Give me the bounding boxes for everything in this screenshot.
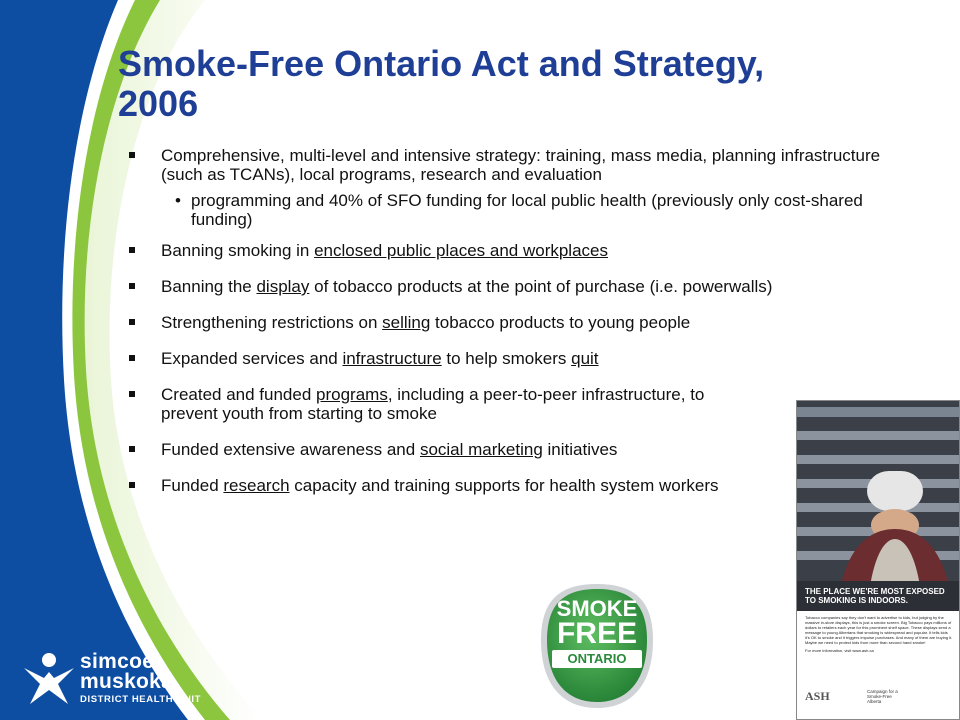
logo-subtitle: DISTRICT HEALTH UNIT — [80, 694, 202, 705]
square-bullet-icon — [129, 152, 135, 158]
bullet-text: Strengthening restrictions on — [161, 313, 383, 332]
poster-body-text: Tobacco companies say they don't want to advertise to kids, but judging by the massive in-store displays, this is just a smoke screen. Big Tobacco pays millions of dollars to retailers each year for this prominent shelf space. These displays send a message to young Albertans that smoking is widespread and popular. It tells kids it's OK to smoke and it triggers impulse purchases. And many of them are buying it. Maybe we need to protect kids from more than second hand smoke! — [805, 615, 953, 645]
bullet-item — [125, 349, 885, 368]
bullet-text: initiatives — [542, 440, 618, 459]
bullet-item — [125, 277, 885, 296]
logo-name-line1: simcoe — [80, 650, 155, 673]
bullet-underlined-text: display — [256, 277, 310, 296]
poster-campaign: Campaign for a Smoke-Free Alberta — [867, 689, 898, 704]
square-bullet-icon — [129, 283, 135, 289]
poster-photo — [797, 401, 960, 720]
badge-line2: FREE — [556, 617, 637, 650]
bullet-text: Created and funded — [161, 385, 317, 404]
bullet-underlined-text: research — [223, 476, 290, 495]
bullet-item — [125, 313, 885, 332]
poster-footer — [805, 687, 955, 711]
bullet-text: tobacco products to young people — [430, 313, 691, 332]
poster-headline: THE PLACE WE'RE MOST EXPOSED TO SMOKING IS INDOORS. — [805, 587, 945, 605]
bullet-text: Expanded services and — [161, 349, 343, 368]
bullet-item — [125, 385, 761, 423]
bullet-text: to help smokers — [441, 349, 572, 368]
square-bullet-icon — [129, 355, 135, 361]
bullet-underlined-text: selling — [382, 313, 431, 332]
badge-text — [537, 598, 657, 668]
bullet-text: Funded extensive awareness and — [161, 440, 420, 459]
square-bullet-icon — [129, 482, 135, 488]
bullet-text: Banning the — [161, 277, 257, 296]
bullet-item — [125, 476, 801, 495]
bullet-item — [125, 440, 885, 459]
bullet-text: Banning smoking in — [161, 241, 315, 260]
ash-poster — [796, 400, 960, 720]
dot-bullet-icon: • — [175, 191, 181, 210]
bullet-underlined-text: infrastructure — [342, 349, 442, 368]
bullet-text: capacity and training supports for health system workers — [289, 476, 719, 495]
simcoe-muskoka-logo-icon — [18, 648, 80, 710]
bullet-item — [125, 241, 885, 260]
poster-more-info: For more information, visit www.ash.ca — [805, 648, 874, 653]
badge-line3: ONTARIO — [552, 650, 642, 668]
sub-bullet-item — [161, 191, 885, 229]
bullet-text: Comprehensive, multi-level and intensive strategy: training, mass media, planning infrastructure (such as TCANs), local programs, research and evaluation — [161, 146, 881, 184]
bullet-text: , including a peer-to-peer infrastructure, to prevent youth from starting to smoke — [161, 385, 705, 423]
slide-title: Smoke-Free Ontario Act and Strategy, 2006 — [118, 43, 765, 124]
logo-name-line2: muskoka — [80, 670, 174, 693]
badge-line1: SMOKE — [556, 596, 638, 621]
poster-body — [805, 615, 953, 653]
bullet-underlined-text: quit — [571, 349, 599, 368]
bullet-underlined-text: programs — [316, 385, 388, 404]
bullet-text: of tobacco products at the point of purchase (i.e. powerwalls) — [309, 277, 773, 296]
poster-org: ASH — [805, 689, 830, 703]
square-bullet-icon — [129, 391, 135, 397]
bullet-underlined-text: enclosed public places and workplaces — [314, 241, 608, 260]
square-bullet-icon — [129, 446, 135, 452]
bullet-item — [125, 146, 885, 229]
sub-bullet-text: programming and 40% of SFO funding for local public health (previously only cost-shared funding) — [191, 191, 863, 229]
bullet-list — [125, 146, 885, 495]
bullet-text: Funded — [161, 476, 224, 495]
square-bullet-icon — [129, 247, 135, 253]
square-bullet-icon — [129, 319, 135, 325]
simcoe-muskoka-logo — [80, 652, 201, 705]
bullet-underlined-text: social marketing — [419, 440, 543, 459]
